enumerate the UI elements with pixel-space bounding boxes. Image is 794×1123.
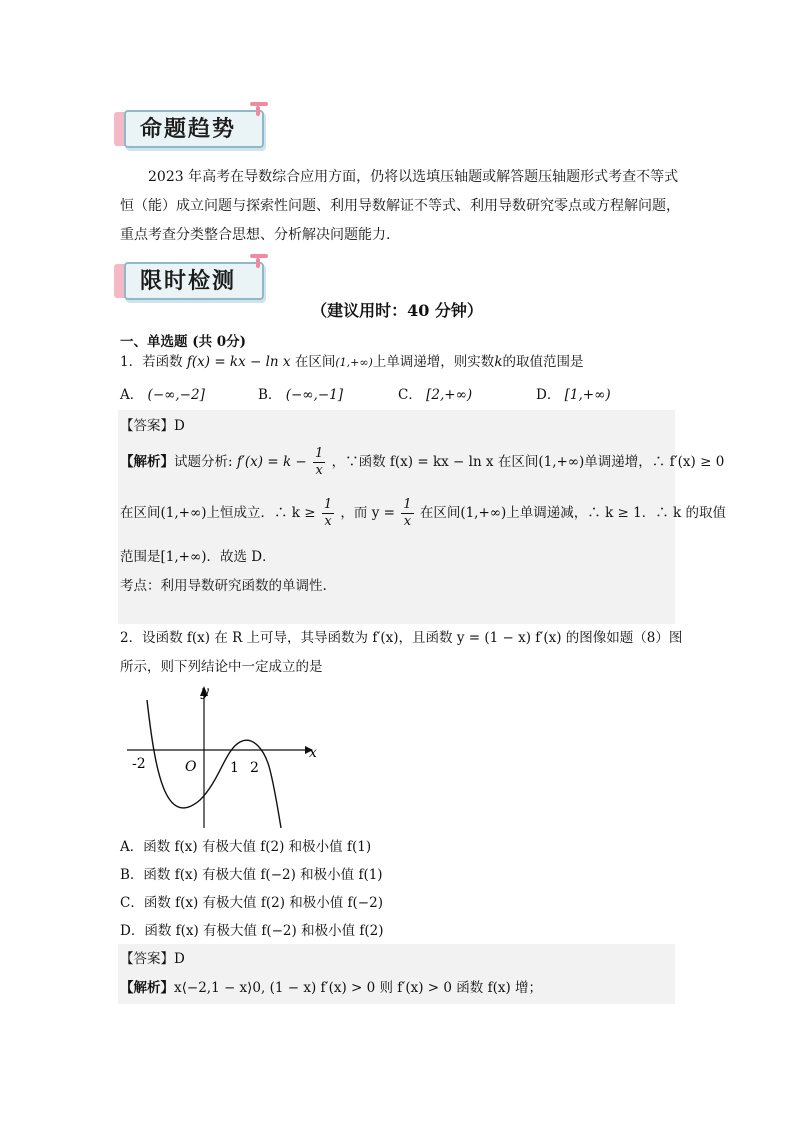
q1-analysis-line3: 范围是[1,+∞)．故选 D．: [120, 549, 276, 565]
q2-stem-line2: 所示，则下列结论中一定成立的是: [120, 659, 323, 675]
time-note: （建议用时：40 分钟）: [311, 301, 483, 320]
tick-label-neg2: -2: [132, 756, 146, 772]
paperclip-icon: [248, 254, 270, 268]
q2-option-c: C．函数 f(x) 有极大值 f(2) 和极小值 f(−2): [120, 895, 383, 911]
tick-label-1: 1: [230, 760, 239, 776]
q2-stem-line1: 2．设函数 f(x) 在 R 上可导，其导函数为 f′(x)，且函数 y = (1 − x) f′(x) 的图像如题（8）图: [120, 630, 683, 646]
x-axis-label: x: [309, 745, 317, 761]
q1-analysis-line1: 【解析】试题分析: f′(x) = k − $\frac{1}{x}$ ，∵函数 f(x) = kx − ln x 在区间(1,+∞)单调递增，∴ f′(x) ≥ 0: [120, 446, 725, 478]
curve: [147, 700, 281, 828]
part-heading: 一、单选题 (共 0分): [120, 334, 247, 350]
fraction-1-over-x: $\frac{1}{x}$: [315, 446, 324, 478]
q1-point: 考点：利用导数研究函数的单调性.: [120, 578, 327, 594]
section-banner-trend: [120, 108, 264, 148]
q1-option-a: A． (−∞,−2]: [120, 387, 205, 403]
y-axis-label: y: [201, 684, 209, 700]
tick-label-2: 2: [250, 760, 259, 776]
section-title-trend: 命题趋势: [140, 117, 237, 142]
q2-option-d: D．函数 f(x) 有极大值 f(−2) 和极小值 f(2): [120, 923, 384, 939]
q1-answer: 【答案】D: [120, 418, 185, 434]
q1-analysis-line2: 在区间(1,+∞)上恒成立．∴ k ≥ $\frac{1}{x}$ ，而 y = $\frac{1}{x}$ 在区间(1,+∞)上单调递减，∴ k ≥ 1．∴ k 的取值: [120, 497, 727, 529]
q2-option-a: A．函数 f(x) 有极大值 f(2) 和极小值 f(1): [120, 839, 372, 855]
q1-stem: 1．若函数 f(x) = kx − ln x 在区间(1,+∞)上单调递增，则实数k的取值范围是: [120, 354, 584, 370]
q1-option-d: D． [1,+∞): [536, 387, 611, 403]
q2-answer: 【答案】D: [120, 951, 185, 967]
origin-label: O: [185, 759, 197, 775]
q2-function-graph: [125, 680, 325, 830]
q2-option-b: B．函数 f(x) 有极大值 f(−2) 和极小值 f(1): [120, 867, 383, 883]
paperclip-icon: [248, 102, 270, 116]
q1-option-c: C． [2,+∞): [398, 387, 473, 403]
section-banner-test: [120, 260, 264, 300]
q1-option-b: B． (−∞,−1]: [258, 387, 344, 403]
intro-paragraph: 2023 年高考在导数综合应用方面，仍将以选填压轴题或解答题压轴题形式考查不等式恒（能）成立问题与探索性问题、利用导数解证不等式、利用导数研究零点或方程解问题，重点考查分类整合思想、分析解决问题能力.: [120, 169, 680, 243]
section-title-test: 限时检测: [140, 269, 237, 294]
fraction-1-over-x: $\frac{1}{x}$: [403, 497, 412, 529]
fraction-1-over-x: $\frac{1}{x}$: [323, 497, 333, 529]
q2-analysis: 【解析】x⟨−2,1 − x⟩0, (1 − x) f′(x) > 0 则 f′(x) > 0 函数 f(x) 增；: [120, 980, 543, 996]
